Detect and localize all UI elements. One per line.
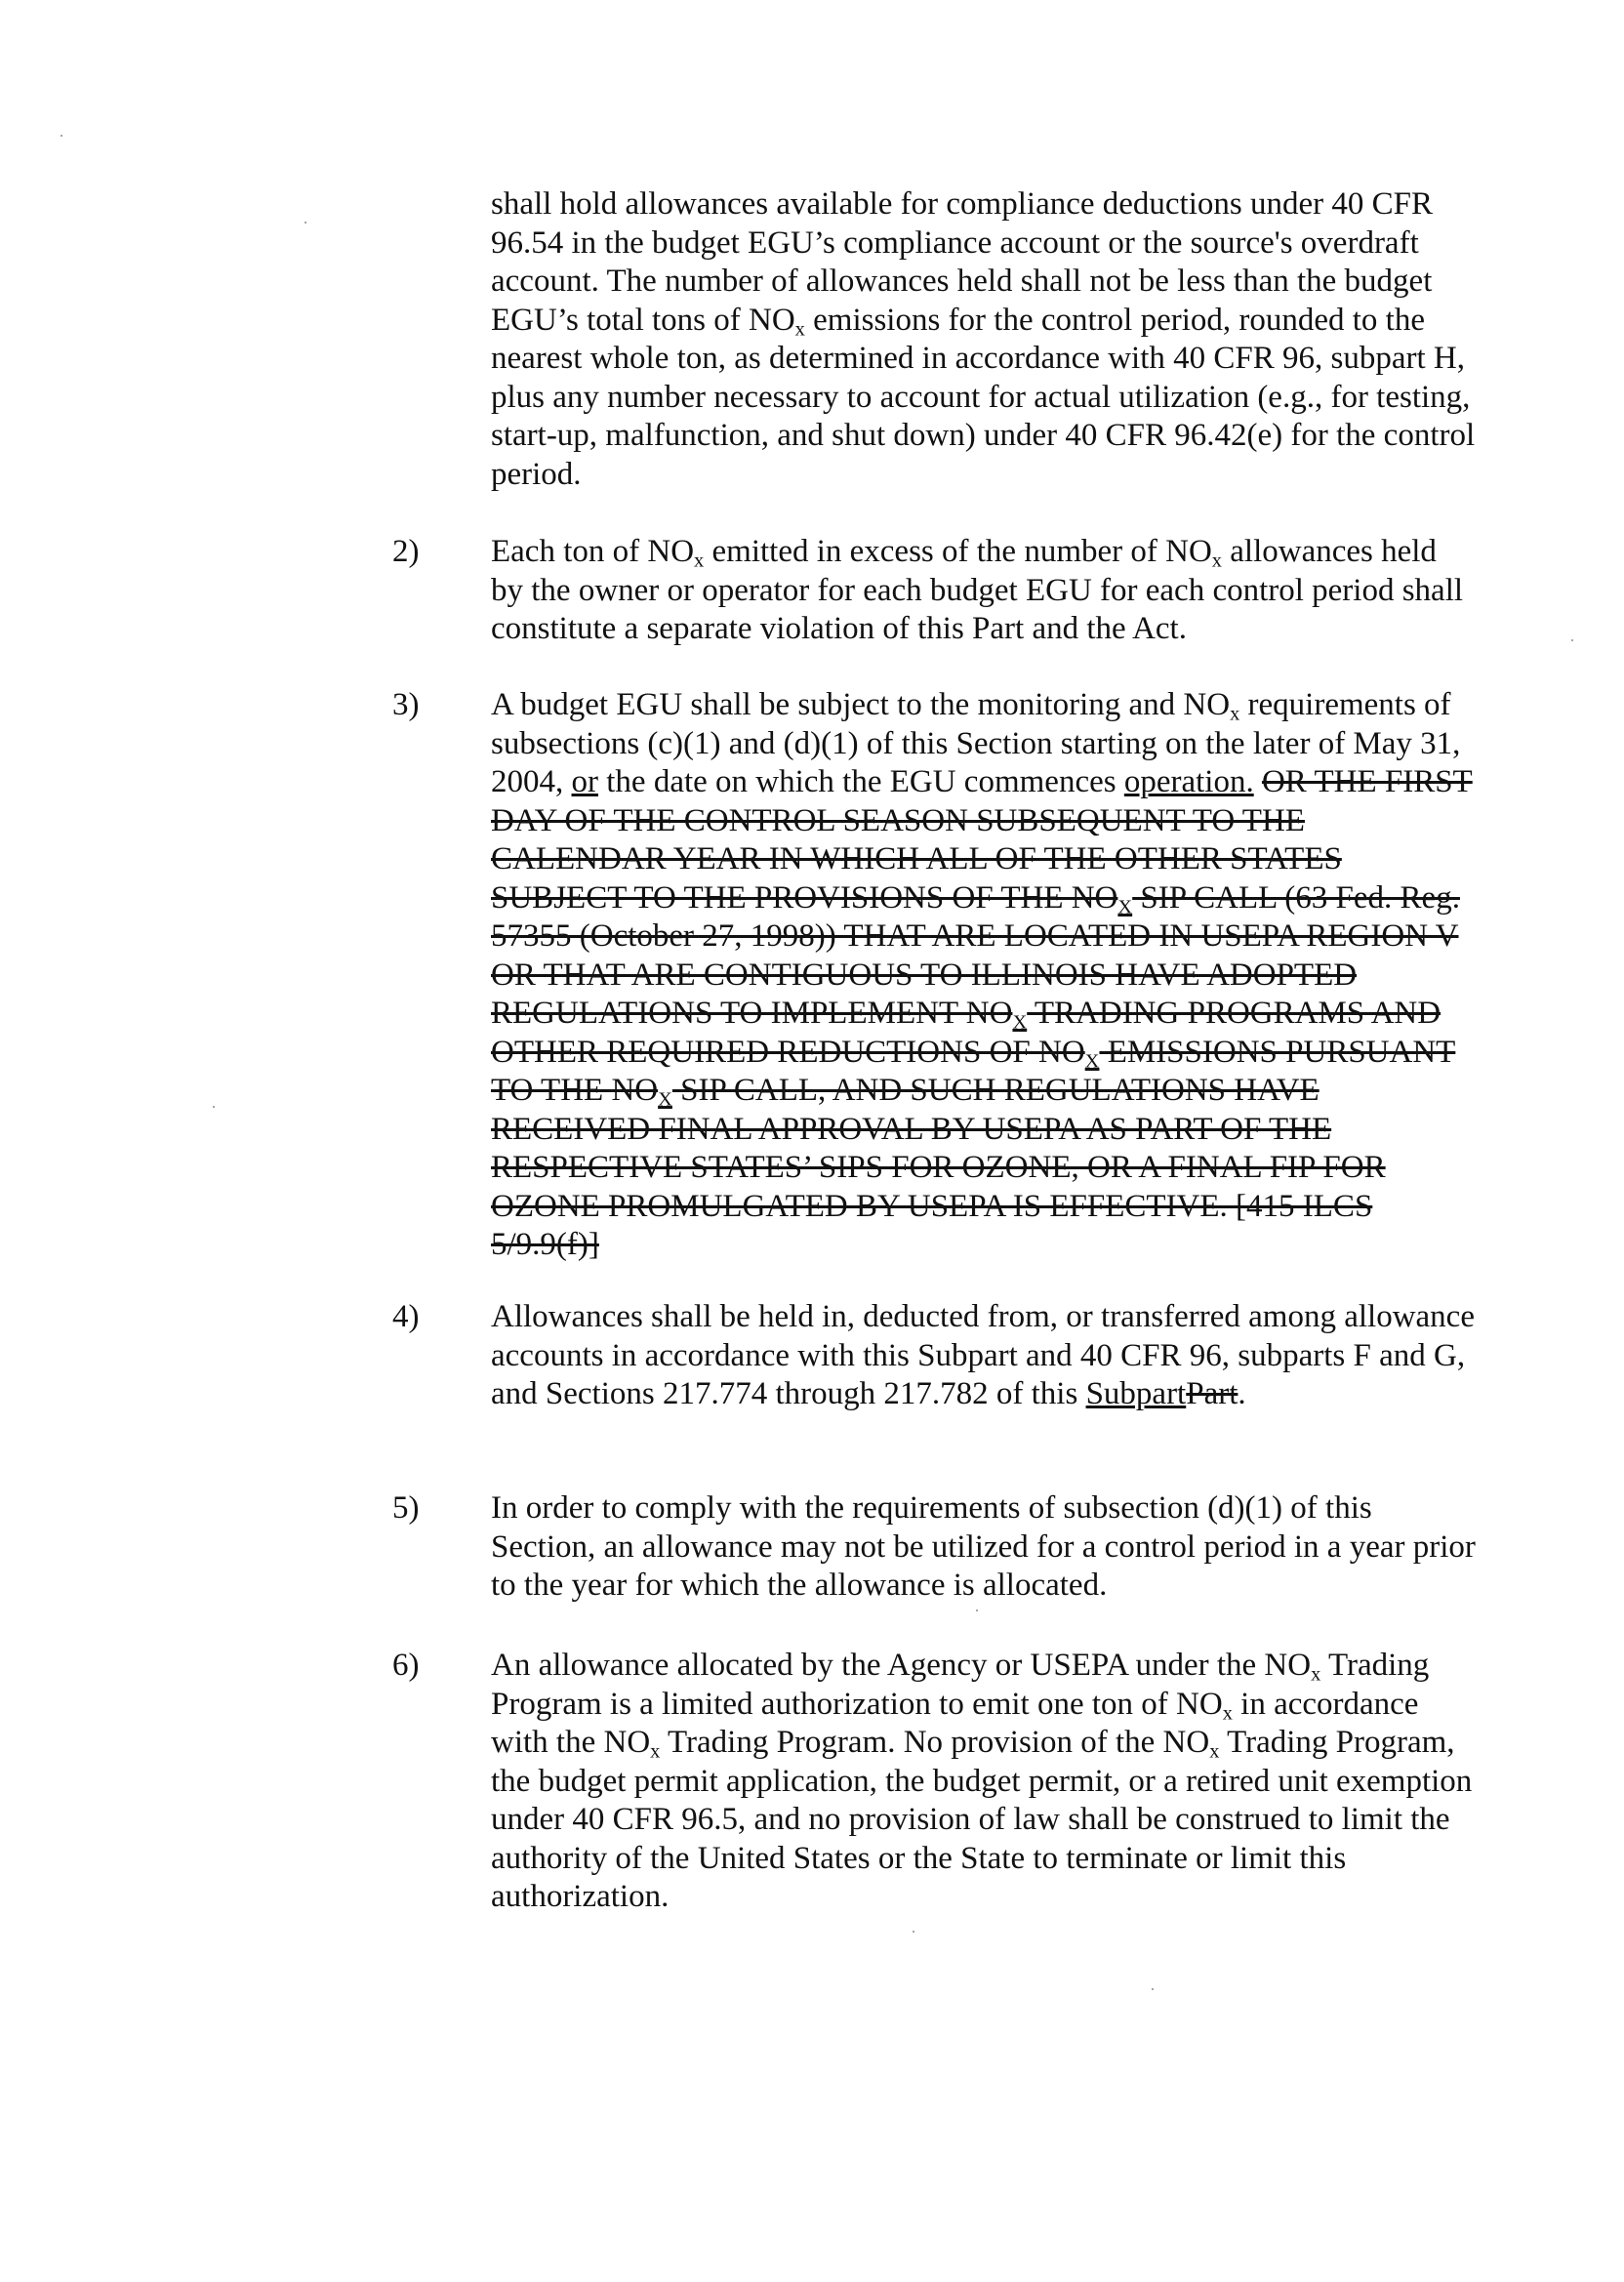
text-run: in accordance with the NO bbox=[491, 1686, 1419, 1760]
inserted-text: operation. bbox=[1123, 764, 1254, 799]
deleted-run: SIP CALL, AND SUCH REGULATIONS HAVE RECEIVED FINAL APPROVAL BY USEPA AS PART OF THE RESPECTIVE STATES’ SIPS FOR OZONE, OR A FINAL FIP FOR OZONE PROMULGATED BY USEPA IS EFFECTIVE. [415 ILCS 5/9.9(f)] bbox=[491, 1073, 1386, 1262]
scan-speck bbox=[976, 1610, 978, 1611]
deleted-text bbox=[491, 764, 1473, 1262]
item-text-5 bbox=[491, 1489, 1477, 1606]
subscript: X bbox=[658, 1088, 672, 1111]
item-number-2: 2) bbox=[392, 534, 420, 569]
text-run: Trading Program is a limited authorization to emit one ton of NO bbox=[491, 1648, 1430, 1722]
text-run: In order to comply with the requirements of subsection (d)(1) of this Section, an allowance may not be utilized for a control period in a year prior to the year for which the allowance is allocated. bbox=[491, 1490, 1476, 1603]
item-text-6 bbox=[491, 1647, 1477, 1917]
subscript: X bbox=[1084, 1050, 1100, 1073]
text-run: . bbox=[1238, 1376, 1246, 1411]
scan-speck bbox=[1152, 1988, 1154, 1990]
item-number-3: 3) bbox=[392, 687, 420, 722]
text-run bbox=[1254, 764, 1262, 799]
scan-speck bbox=[61, 135, 62, 137]
item-number-6: 6) bbox=[392, 1648, 420, 1683]
item-number-5: 5) bbox=[392, 1490, 420, 1526]
inserted-text: or bbox=[571, 764, 598, 799]
text-run: requirements of subsections (c)(1) and (d)(1) of this Section starting on the later of May 31, 2004, bbox=[491, 687, 1461, 799]
text-run: Trading Program. No provision of the NO bbox=[660, 1725, 1210, 1760]
subscript: x bbox=[694, 550, 705, 572]
scan-speck bbox=[213, 1106, 215, 1108]
item-text-2 bbox=[491, 533, 1477, 649]
text-run: emitted in excess of the number of NO bbox=[704, 534, 1212, 569]
subscript: X bbox=[1117, 896, 1133, 918]
text-run: An allowance allocated by the Agency or USEPA under the NO bbox=[491, 1648, 1312, 1683]
item-number-4: 4) bbox=[392, 1299, 420, 1334]
subscript: X bbox=[1012, 1011, 1028, 1034]
subscript: x bbox=[794, 318, 805, 341]
subscript: x bbox=[1311, 1663, 1321, 1686]
inserted-text: Subpart bbox=[1085, 1376, 1187, 1411]
deleted-run: EMISSIONS PURSUANT TO THE NO bbox=[491, 1034, 1456, 1108]
deleted-run: SIP CALL (63 Fed. Reg. 57355 (October 27, 1998)) THAT ARE LOCATED IN USEPA REGION V OR THAT ARE CONTIGUOUS TO ILLINOIS HAVE ADOPTED REGULATIONS TO IMPLEMENT NO bbox=[491, 879, 1460, 1031]
text-run: shall hold allowances available for compliance deductions under 40 CFR 96.54 in the budget EGU’s compliance account or the source's overdraft account. The number of allowances held shall not be less than the budget EGU’s total tons of NO bbox=[491, 186, 1433, 338]
scan-speck bbox=[304, 222, 306, 224]
deleted-run: TRADING PROGRAMS AND OTHER REQUIRED REDUCTIONS OF NO bbox=[491, 996, 1441, 1070]
text-run: allowances held by the owner or operator for each budget EGU for each control period shall constitute a separate violation of this Part and the Act. bbox=[491, 534, 1464, 646]
text-run: Allowances shall be held in, deducted from, or transferred among allowance accounts in accordance with this Subpart and 40 CFR 96, subparts F and G, and Sections 217.774 through 217.782 of this bbox=[491, 1299, 1475, 1411]
text-run: A budget EGU shall be subject to the monitoring and NO bbox=[491, 687, 1231, 722]
deleted-text: Part bbox=[1186, 1376, 1238, 1411]
scan-speck bbox=[913, 1931, 914, 1933]
text-run: emissions for the control period, rounded to the nearest whole ton, as determined in accordance with 40 CFR 96, subpart H, plus any number necessary to account for actual utilization (e.g., for testing, start-up, malfunction, and shut down) under 40 CFR 96.42(e) for the control period. bbox=[491, 302, 1476, 492]
item-text-4 bbox=[491, 1298, 1477, 1414]
subscript: x bbox=[1230, 703, 1240, 725]
item-text-3 bbox=[491, 686, 1477, 1265]
subscript: x bbox=[650, 1740, 661, 1763]
text-run: the date on which the EGU commences bbox=[598, 764, 1124, 799]
subscript: x bbox=[1211, 550, 1222, 572]
subscript: x bbox=[1222, 1702, 1233, 1725]
scan-speck bbox=[1571, 639, 1573, 641]
continuation-paragraph bbox=[491, 185, 1477, 494]
subscript: x bbox=[1209, 1740, 1220, 1763]
deleted-run: OR THE FIRST DAY OF THE CONTROL SEASON SUBSEQUENT TO THE CALENDAR YEAR IN WHICH ALL OF THE OTHER STATES SUBJECT TO THE PROVISIONS OF THE NO bbox=[491, 764, 1473, 916]
text-run: Trading Program, the budget permit application, the budget permit, or a retired unit exemption under 40 CFR 96.5, and no provision of law shall be construed to limit the authority of the United States or the State to terminate or limit this authorization. bbox=[491, 1725, 1473, 1914]
text-run: Each ton of NO bbox=[491, 534, 695, 569]
